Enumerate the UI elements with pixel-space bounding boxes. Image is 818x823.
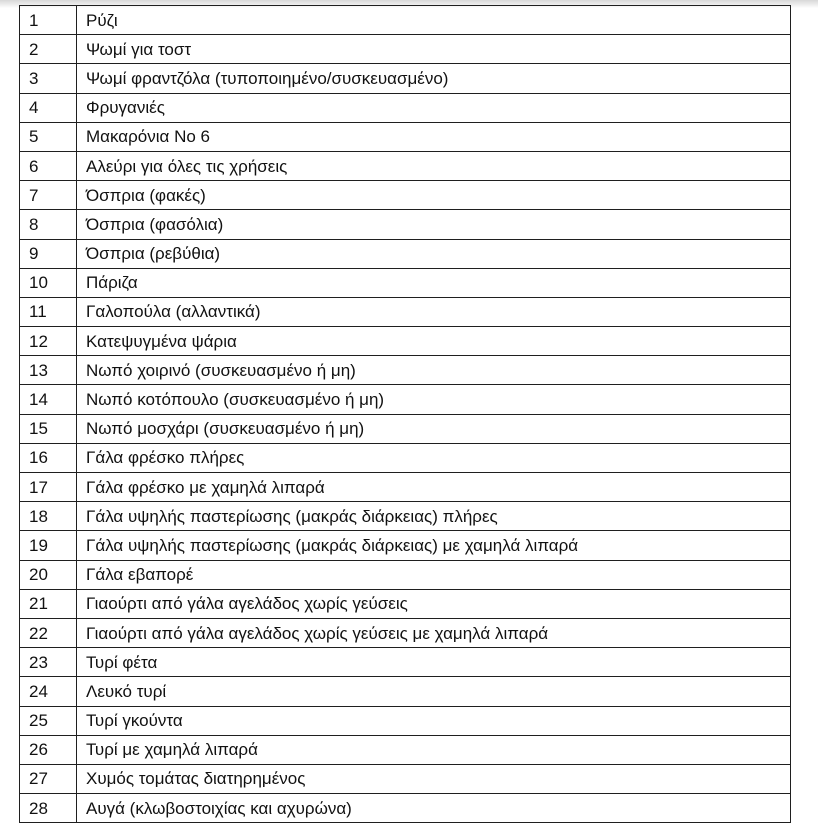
product-name-cell: Γάλα υψηλής παστερίωσης (μακράς διάρκειας) με χαμηλά λιπαρά xyxy=(77,531,791,560)
product-name-cell: Γαλοπούλα (αλλαντικά) xyxy=(77,297,791,326)
table-row xyxy=(20,735,791,764)
table-row xyxy=(20,502,791,531)
row-number-cell: 5 xyxy=(20,122,77,151)
row-number-cell: 9 xyxy=(20,239,77,268)
table-row xyxy=(20,327,791,356)
table-row xyxy=(20,35,791,64)
table-row xyxy=(20,473,791,502)
table-row xyxy=(20,648,791,677)
product-name-cell: Αλεύρι για όλες τις χρήσεις xyxy=(77,151,791,180)
product-name-cell: Μακαρόνια Νο 6 xyxy=(77,122,791,151)
product-name-cell: Γάλα υψηλής παστερίωσης (μακράς διάρκειας) πλήρες xyxy=(77,502,791,531)
row-number-cell: 17 xyxy=(20,473,77,502)
product-name-cell: Όσπρια (ρεβύθια) xyxy=(77,239,791,268)
row-number-cell: 28 xyxy=(20,794,77,823)
row-number-cell: 7 xyxy=(20,181,77,210)
row-number-cell: 24 xyxy=(20,677,77,706)
table-row xyxy=(20,122,791,151)
table-row xyxy=(20,794,791,823)
product-name-cell: Λευκό τυρί xyxy=(77,677,791,706)
table-row xyxy=(20,560,791,589)
row-number-cell: 6 xyxy=(20,151,77,180)
row-number-cell: 19 xyxy=(20,531,77,560)
row-number-cell: 15 xyxy=(20,414,77,443)
table-row xyxy=(20,764,791,793)
row-number-cell: 21 xyxy=(20,589,77,618)
product-name-cell: Τυρί γκούντα xyxy=(77,706,791,735)
row-number-cell: 20 xyxy=(20,560,77,589)
product-name-cell: Γάλα φρέσκο με χαμηλά λιπαρά xyxy=(77,473,791,502)
product-name-cell: Όσπρια (φακές) xyxy=(77,181,791,210)
row-number-cell: 11 xyxy=(20,297,77,326)
product-name-cell: Ψωμί φραντζόλα (τυποποιημένο/συσκευασμένο) xyxy=(77,64,791,93)
row-number-cell: 16 xyxy=(20,443,77,472)
row-number-cell: 3 xyxy=(20,64,77,93)
row-number-cell: 4 xyxy=(20,93,77,122)
product-name-cell: Ψωμί για τοστ xyxy=(77,35,791,64)
product-name-cell: Γάλα φρέσκο πλήρες xyxy=(77,443,791,472)
table-row xyxy=(20,268,791,297)
table-row xyxy=(20,64,791,93)
row-number-cell: 14 xyxy=(20,385,77,414)
table-row xyxy=(20,297,791,326)
table-row xyxy=(20,414,791,443)
row-number-cell: 25 xyxy=(20,706,77,735)
table-row xyxy=(20,618,791,647)
row-number-cell: 8 xyxy=(20,210,77,239)
product-list-table xyxy=(19,5,791,823)
product-name-cell: Τυρί με χαμηλά λιπαρά xyxy=(77,735,791,764)
table-row xyxy=(20,356,791,385)
row-number-cell: 23 xyxy=(20,648,77,677)
table-row xyxy=(20,181,791,210)
table-body xyxy=(20,6,791,823)
row-number-cell: 1 xyxy=(20,6,77,35)
product-name-cell: Τυρί φέτα xyxy=(77,648,791,677)
row-number-cell: 13 xyxy=(20,356,77,385)
product-name-cell: Νωπό χοιρινό (συσκευασμένο ή μη) xyxy=(77,356,791,385)
table-row xyxy=(20,589,791,618)
product-name-cell: Όσπρια (φασόλια) xyxy=(77,210,791,239)
product-name-cell: Φρυγανιές xyxy=(77,93,791,122)
product-name-cell: Πάριζα xyxy=(77,268,791,297)
product-name-cell: Κατεψυγμένα ψάρια xyxy=(77,327,791,356)
table-row xyxy=(20,210,791,239)
table-row xyxy=(20,706,791,735)
row-number-cell: 22 xyxy=(20,618,77,647)
table-row xyxy=(20,677,791,706)
row-number-cell: 10 xyxy=(20,268,77,297)
row-number-cell: 12 xyxy=(20,327,77,356)
table-row xyxy=(20,151,791,180)
row-number-cell: 18 xyxy=(20,502,77,531)
product-name-cell: Ρύζι xyxy=(77,6,791,35)
product-name-cell: Γάλα εβαπορέ xyxy=(77,560,791,589)
product-name-cell: Γιαούρτι από γάλα αγελάδος χωρίς γεύσεις xyxy=(77,589,791,618)
row-number-cell: 26 xyxy=(20,735,77,764)
product-name-cell: Νωπό μοσχάρι (συσκευασμένο ή μη) xyxy=(77,414,791,443)
row-number-cell: 2 xyxy=(20,35,77,64)
table-row xyxy=(20,531,791,560)
product-name-cell: Γιαούρτι από γάλα αγελάδος χωρίς γεύσεις με χαμηλά λιπαρά xyxy=(77,618,791,647)
table-row xyxy=(20,6,791,35)
table-row xyxy=(20,93,791,122)
table-row xyxy=(20,385,791,414)
table-row xyxy=(20,443,791,472)
product-name-cell: Χυμός τομάτας διατηρημένος xyxy=(77,764,791,793)
table-row xyxy=(20,239,791,268)
product-name-cell: Νωπό κοτόπουλο (συσκευασμένο ή μη) xyxy=(77,385,791,414)
product-name-cell: Αυγά (κλωβοστοιχίας και αχυρώνα) xyxy=(77,794,791,823)
row-number-cell: 27 xyxy=(20,764,77,793)
